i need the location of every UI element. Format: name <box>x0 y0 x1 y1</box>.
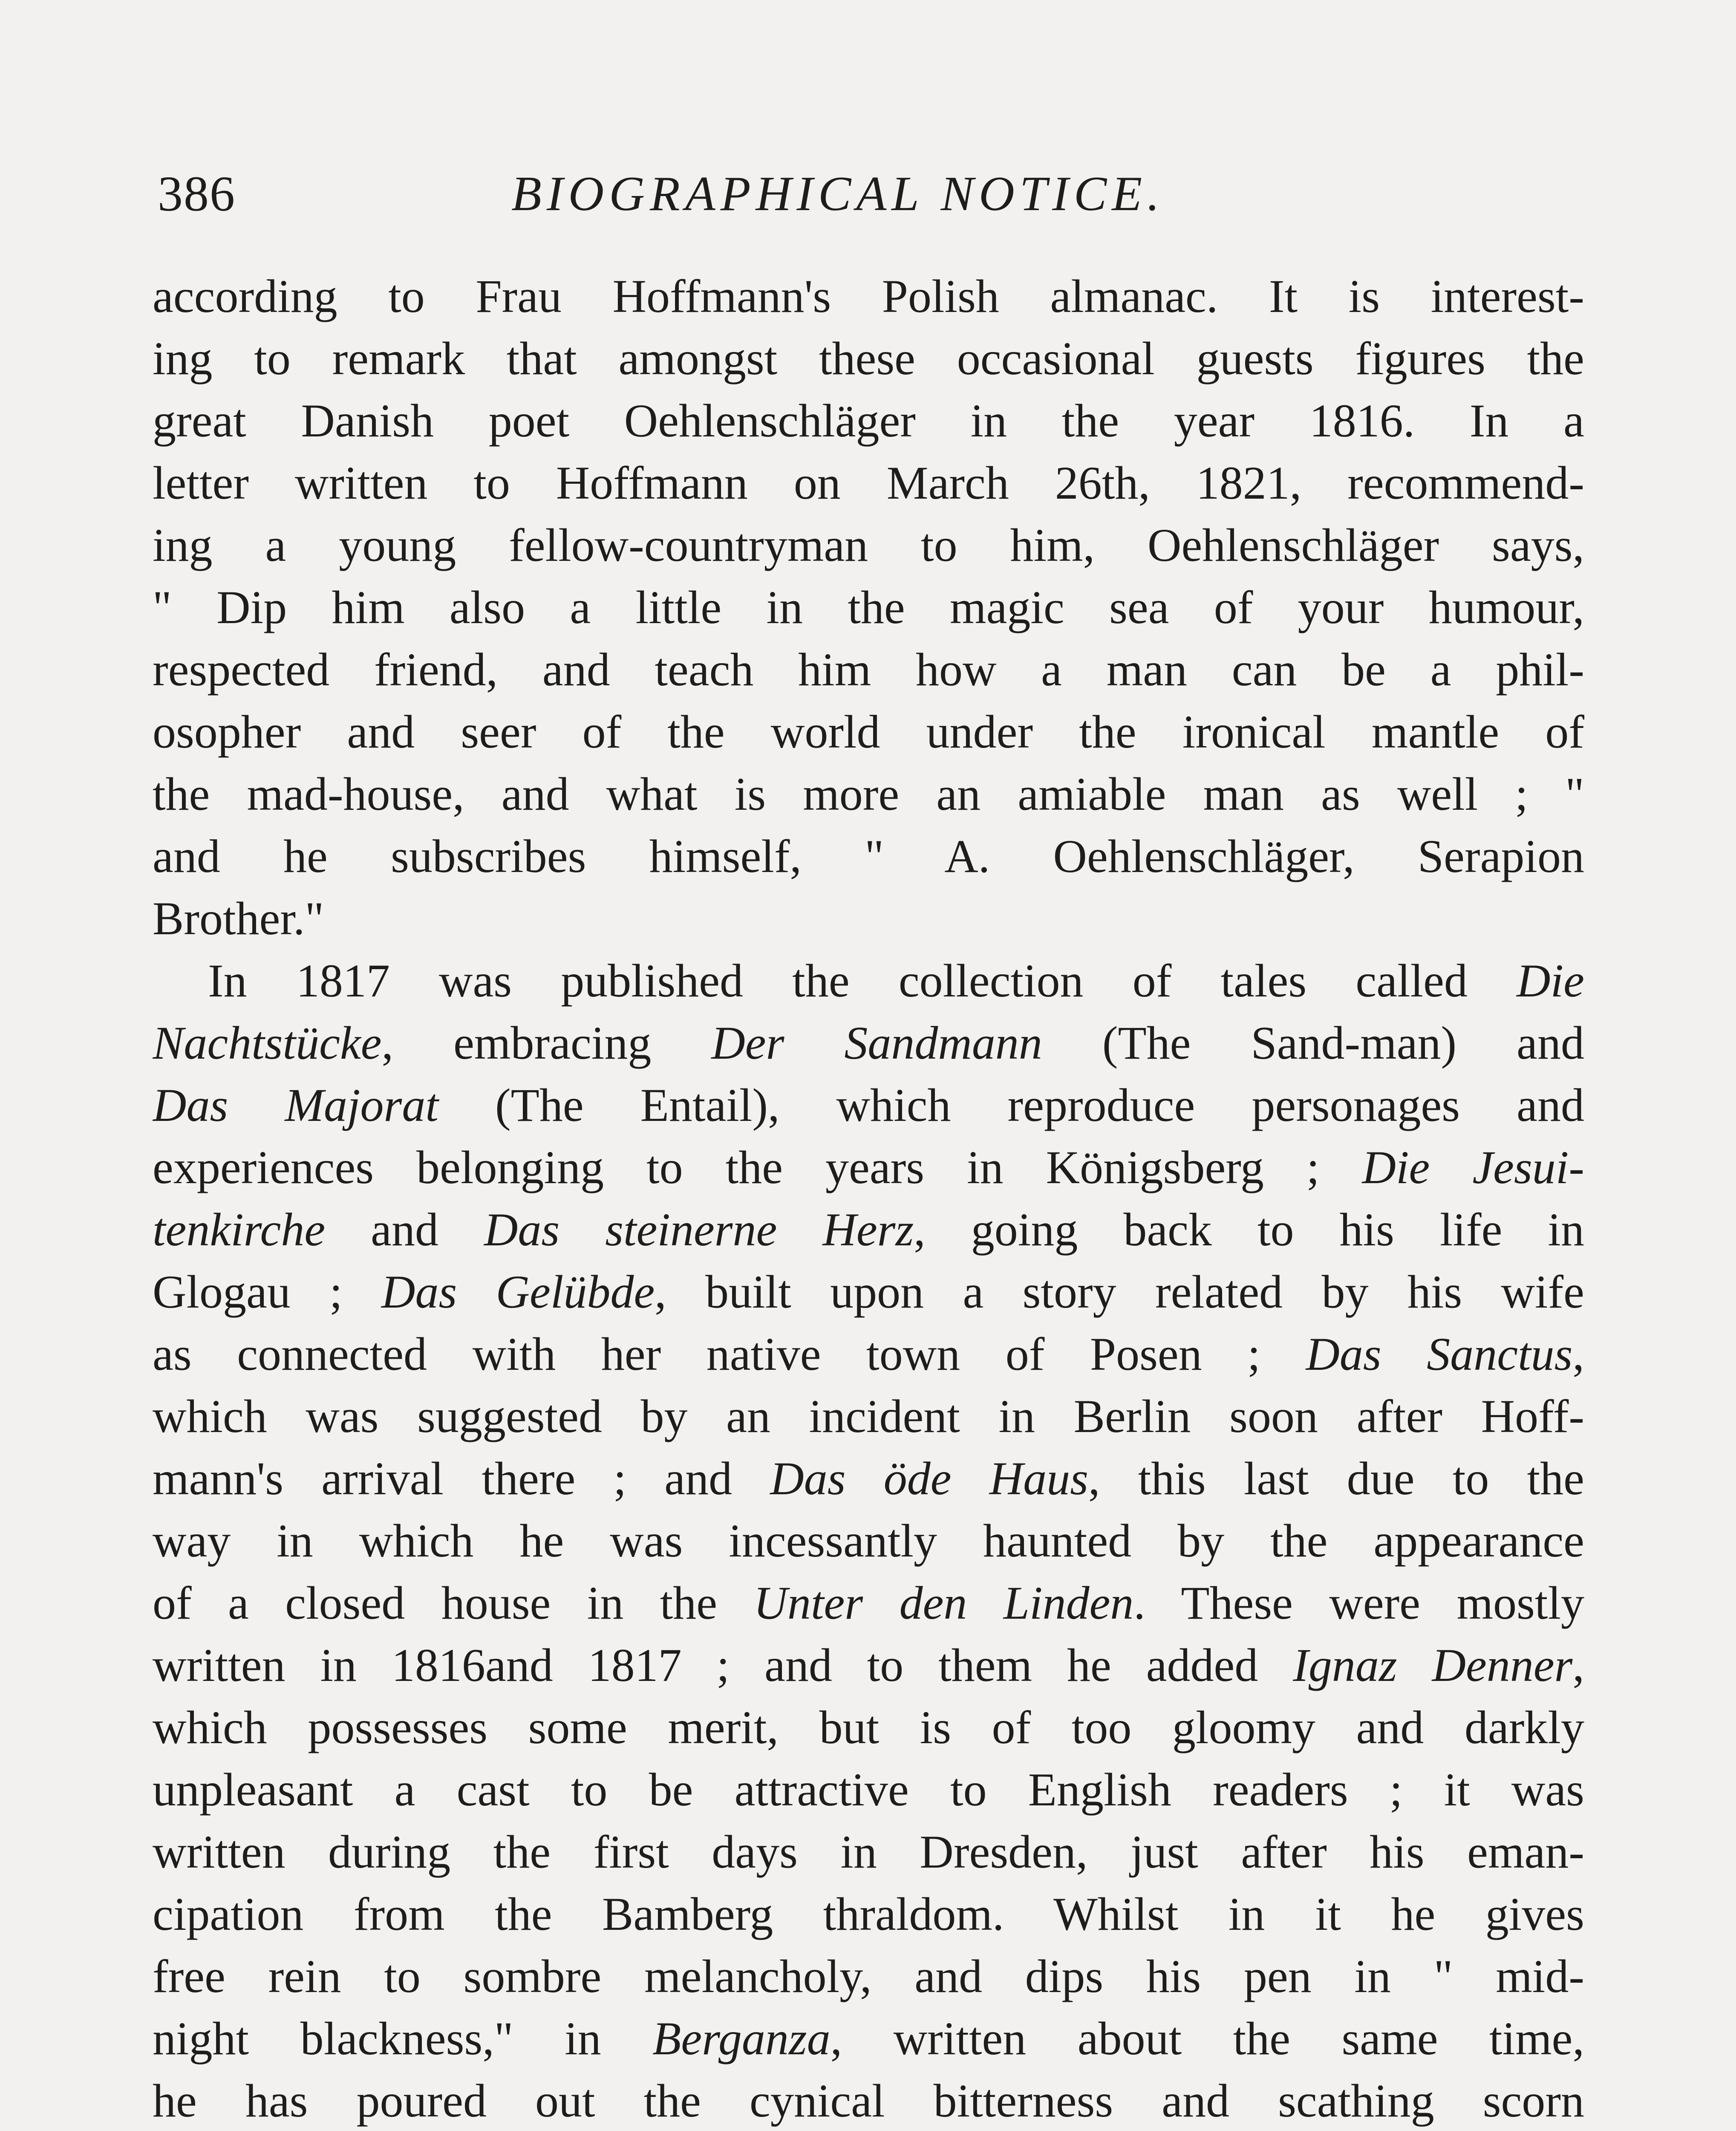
text-line: experiences belonging to the years in Königsberg ; Die Jesui- <box>153 1141 1584 1193</box>
italic-title: Nachtstücke <box>153 1017 382 1069</box>
text-line: which was suggested by an incident in Berlin soon after Hoff- <box>153 1390 1584 1442</box>
text-line: tenkirche and Das steinerne Herz, going back to his life in <box>153 1204 1584 1256</box>
text-line: and he subscribes himself, " A. Oehlenschläger, Serapion <box>153 830 1584 882</box>
running-title: BIOGRAPHICAL NOTICE. <box>511 167 1165 221</box>
body-text <box>153 265 1584 2131</box>
text-line: which possesses some merit, but is of too gloomy and darkly <box>153 1701 1584 1753</box>
italic-title: Die <box>1517 955 1584 1007</box>
text-line: written during the first days in Dresden, just after his eman- <box>153 1826 1584 1878</box>
text-line: ing a young fellow-countryman to him, Oehlenschläger says, <box>153 519 1584 571</box>
italic-title: Ignaz Denner <box>1293 1639 1573 1691</box>
text-line: according to Frau Hoffmann's Polish almanac. It is interest- <box>153 270 1584 322</box>
italic-title: Die Jesui- <box>1362 1141 1584 1193</box>
text-line: Glogau ; Das Gelübde, built upon a story related by his wife <box>153 1266 1584 1318</box>
text-line: way in which he was incessantly haunted by the appearance <box>153 1515 1584 1567</box>
italic-title: Berganza <box>652 2013 831 2065</box>
italic-title: Das Majorat <box>153 1079 438 1131</box>
text-line: osopher and seer of the world under the ironical mantle of <box>153 706 1584 758</box>
text-line: Das Majorat (The Entail), which reproduce personages and <box>153 1079 1584 1131</box>
text-line: Nachtstücke, embracing Der Sandmann (The Sand-man) and <box>153 1017 1584 1069</box>
text-line: ing to remark that amongst these occasional guests figures the <box>153 332 1584 384</box>
text-line: mann's arrival there ; and Das öde Haus, this last due to the <box>153 1452 1584 1504</box>
italic-title: tenkirche <box>153 1204 326 1256</box>
text-line: free rein to sombre melancholy, and dips his pen in " mid- <box>153 1950 1584 2002</box>
text-line: the mad-house, and what is more an amiable man as well ; " <box>153 768 1584 820</box>
text-line: " Dip him also a little in the magic sea of your humour, <box>153 581 1584 633</box>
running-head <box>0 162 1736 226</box>
text-line: respected friend, and teach him how a man can be a phil- <box>153 644 1584 696</box>
text-line: he has poured out the cynical bitterness and scathing scorn <box>153 2075 1584 2127</box>
page-number: 386 <box>158 166 236 222</box>
text-line: great Danish poet Oehlenschläger in the year 1816. In a <box>153 395 1584 447</box>
text-line: night blackness," in Berganza, written about the same time, <box>153 2013 1584 2065</box>
italic-title: Das öde Haus <box>770 1452 1089 1504</box>
italic-title: Das Sanctus <box>1306 1328 1573 1380</box>
text-line: In 1817 was published the collection of tales called Die <box>208 955 1584 1007</box>
italic-title: Das Gelübde <box>381 1266 655 1318</box>
italic-title: Der Sandmann <box>711 1017 1042 1069</box>
text-line: of a closed house in the Unter den Linden. These were mostly <box>153 1577 1584 1629</box>
text-line: written in 1816and 1817 ; and to them he added Ignaz Denner, <box>153 1639 1584 1691</box>
text-line: cipation from the Bamberg thraldom. Whilst in it he gives <box>153 1888 1584 1940</box>
text-line: letter written to Hoffmann on March 26th, 1821, recommend- <box>153 457 1584 509</box>
italic-title: Unter den Linden <box>753 1577 1134 1629</box>
text-line: as connected with her native town of Posen ; Das Sanctus, <box>153 1328 1584 1380</box>
text-line: Brother." <box>153 892 324 944</box>
italic-title: Das steinerne Herz <box>484 1204 914 1256</box>
text-line: unpleasant a cast to be attractive to English readers ; it was <box>153 1764 1584 1816</box>
